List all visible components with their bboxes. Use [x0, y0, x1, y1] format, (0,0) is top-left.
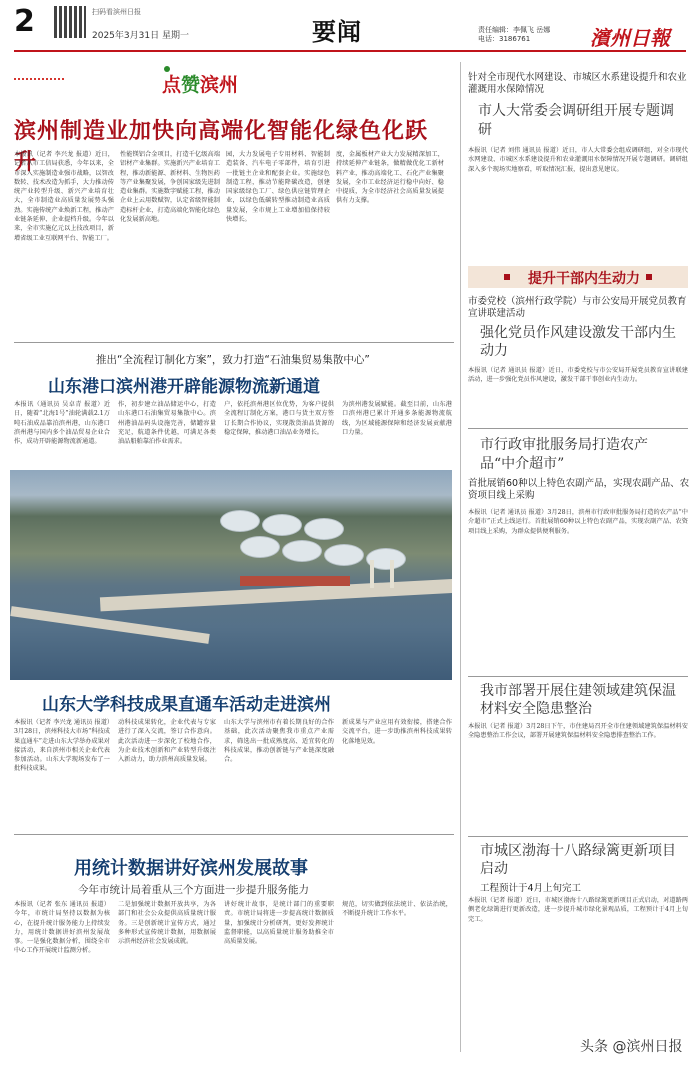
story2-col-4: 为滨州港发展赋能。截至目前，山东港口滨州港已累计开通多条能源物流航线，为区域能源保障和经济发展贡献港口力量。	[342, 401, 452, 436]
sidebar-story3-subtitle: 首批展销60种以上特色农副产品，实现农副产品、农资项目线上采购	[468, 478, 690, 501]
page-number: 2	[14, 4, 35, 39]
photo-tank	[304, 518, 344, 540]
banner-dots	[14, 78, 64, 82]
story4-col-4: 规范，切实做到依法统计、依法治统，不断提升统计工作水平。	[342, 901, 452, 918]
story2-col-3: 户，依托滨州港区位优势，为客户提供全流程订制化方案，港口与货主双方签订长期合作协议，实现散货油品货源的稳定保障，推动港口油品业务增长。	[224, 401, 334, 436]
column-separator	[460, 62, 461, 1052]
story4-headline[interactable]: 用统计数据讲好滨州发展故事	[74, 858, 308, 879]
lead-col-1: 本报讯（记者 李兴龙 报道）近日，记者从市工信局获悉，今年以来，全市深入实施制造业强市战略，以智改数转、技术改造为抓手，大力推动传统产业转型升级、新兴产业培育壮大，全市制造业高质量发展势头强劲。实施传统产业焕新工程，推动产业链条延伸、企业提档升级。今年以来，全市实施亿元以上技改项目，新增省级工业互联网平台、智能工厂。	[14, 151, 114, 242]
sidebar-story4-headline[interactable]: 我市部署开展住建领域建筑保温材料安全隐患整治	[480, 683, 676, 717]
issue-date: 2025年3月31日 星期一	[92, 31, 189, 41]
sidebar-box-title: 提升干部内生动力	[528, 271, 640, 287]
story3-col-4: 新成果与产业应用有效衔接，搭建合作交流平台，进一步助推滨州科技成果转化落地见效。	[342, 719, 452, 745]
story2-col-1: 本报讯（通讯员 吴卓青 报道）近日，随着“北海1号”油轮满载2.1万吨石油成品靠泊滨州港，山东港口滨州港与国内多个油品贸易企业合作，成功开辟能源物流新通道。	[14, 401, 110, 446]
banner-text	[162, 70, 238, 97]
editor-info	[478, 26, 550, 44]
sidebar-section-box	[468, 266, 688, 288]
story3-col-2: 动科技成果转化，企业代表与专家进行了深入交流，签订合作意向。此次活动进一步深化了校地合作，为企业技术创新和产业转型升级注入新动力，助力滨州高质量发展。	[118, 719, 216, 764]
photo-ship	[240, 576, 350, 586]
editor-line: 责任编辑：李佩飞 岳娜	[478, 26, 551, 34]
sidebar-story2-body: 本报讯（记者 通讯员 报道）近日，市委党校与市公安局开展党员教育宣讲联建活动，进一步强化党员作风建设，激发干部干事创业内生动力。	[468, 367, 688, 384]
lead-col-3: 园，大力发展电子专用材料、智能制造装备、汽车电子零部件，培育引进一批链主企业和配套企业。实施绿色制造工程，推动节能降碳改造，创建国家级绿色工厂、绿色供应链管理企业，以绿色低碳转型推动制造业高质量发展，全市规上工业增加值保持较快增长。	[226, 151, 330, 224]
section-title: 要闻	[312, 17, 362, 46]
story2-kicker: 推出“全流程订制化方案”，致力打造“石油集贸易集散中心”	[96, 354, 370, 366]
divider	[468, 836, 688, 837]
lead-headline[interactable]: 滨州制造业加快向高端化智能化绿色化跃升	[14, 118, 429, 175]
sidebar-story1-headline[interactable]: 市人大常委会调研组开展专题调研	[478, 103, 674, 138]
port-photo[interactable]	[10, 470, 452, 680]
sidebar-story5-body: 本报讯（记者 报道）近日，市城区渤海十八路绿篱更新项目正式启动，对道路两侧老化绿篱进行更新改造，进一步提升城市绿化景观品质，工程预计于4月上旬完工。	[468, 897, 688, 923]
story2-headline[interactable]: 山东港口滨州港开辟能源物流新通道	[48, 377, 320, 397]
story3-headline[interactable]: 山东大学科技成果直通车活动走进滨州	[42, 695, 331, 715]
sidebar-story2-kicker: 市委党校（滨州行政学院）与市公安局开展党员教育宣讲联建活动	[468, 296, 687, 319]
box-square-icon	[504, 274, 510, 280]
sidebar-story4-body: 本报讯（记者 报道）3月28日下午，市住建局召开全市住建领域建筑保温材料安全隐患整治工作会议，部署开展建筑保温材料安全隐患排查整治工作。	[468, 723, 688, 740]
masthead-logo: 濱州日報	[590, 26, 670, 50]
story4-col-3: 讲好统计故事，是统计部门的重要职责。市统计局将进一步提高统计数据质量，加强统计分析研判，更好发挥统计监督职能，以高质量统计服务助推全市高质量发展。	[224, 901, 334, 946]
box-square-icon	[646, 274, 652, 280]
banner-right: 滨州	[200, 74, 239, 96]
divider	[14, 342, 454, 343]
phone-line: 电话：3186761	[478, 35, 531, 43]
sidebar-story3-headline[interactable]: 市行政审批服务局打造农产品“中介超市”	[480, 437, 648, 472]
sidebar-story2-headline[interactable]: 强化党员作风建设激发干部内生动力	[480, 325, 676, 359]
header-rule	[14, 50, 686, 52]
sidebar-story3-body: 本报讯（记者 通讯员 报道）3月28日，滨州市行政审批服务局打造的农产品“中介超市”正式上线运行。首批展销60种以上特色农副产品，实现农副产品、农资项目线上采购，为群众提供便利服务。	[468, 509, 688, 535]
banner-mid: 赞	[181, 74, 201, 96]
sidebar-story5-headline[interactable]: 市城区渤海十八路绿篱更新项目启动	[480, 843, 676, 877]
photo-pier	[10, 606, 209, 644]
photo-tank	[240, 536, 280, 558]
lead-col-2: 性能镁铝合金项目，打造千亿级高端铝材产业集群。实施新兴产业培育工程，推动新能源、新材料、生物医药等产业集聚发展，争创国家级先进制造业集群。实施数字赋能工程，推动企业上云用数赋智，认定省级智能制造标杆企业，打造高端化智能化绿色化发展新高地。	[120, 151, 220, 224]
photo-tank	[324, 544, 364, 566]
photo-crane	[370, 560, 374, 588]
photo-tank	[220, 510, 260, 532]
lead-col-4: 度，金属板材产业大力发展精深加工，持续延伸产业链条，做精做优化工新材料产业，推动高端化工、石化产业集聚发展，全市工业经济运行稳中向好、稳中提质，为全市经济社会高质量发展提供有力支撑。	[336, 151, 444, 205]
qr-code-icon[interactable]	[54, 6, 86, 38]
divider	[468, 676, 688, 677]
photo-tank	[282, 540, 322, 562]
qr-caption: 扫码看滨州日报	[92, 8, 141, 16]
praise-banner	[14, 62, 352, 102]
banner-left: 点	[162, 74, 182, 96]
photo-crane	[390, 560, 394, 588]
sidebar-story1-body: 本报讯（记者 刘伟 通讯员 报道）近日，市人大常委会组成调研组，对全市现代水网建设、市城区水系建设提升和农业灌溉用水保障情况开展专题调研。调研组深入多个现场实地察看，听取情况汇报，提出意见建议。	[468, 147, 688, 173]
story4-col-1: 本报讯（记者 张东 通讯员 报道）今年，市统计局坚持以数据为核心，在提升统计服务能力上持续发力，用统计数据讲好滨州发展故事。一是强化数据分析，围绕全市中心工作开展统计监测分析。	[14, 901, 110, 955]
photo-tank	[262, 514, 302, 536]
story4-col-2: 二是加强统计数据开放共享，为各部门和社会公众提供高质量统计服务。三是创新统计宣传方式，通过多种形式宣传统计数据，用数据展示滨州经济社会发展成就。	[118, 901, 216, 946]
story2-col-2: 作，初步建立油品储运中心，打造山东港口石油集贸易集散中心。滨州港油品码头设施完善，储罐容量充足，航道条件优越，可满足各类油品船舶靠泊作业需求。	[118, 401, 216, 446]
divider	[14, 834, 454, 835]
sidebar-story5-subtitle: 工程预计于4月上旬完工	[480, 883, 582, 894]
source-watermark: 头条 @滨州日报	[576, 1034, 686, 1058]
story4-subtitle: 今年市统计局着重从三个方面进一步提升服务能力	[78, 884, 309, 896]
divider	[468, 428, 688, 429]
story3-col-3: 山东大学与滨州市有着长期良好的合作基础，此次活动聚焦我市重点产业需求，筛选出一批成熟度高、适宜转化的科技成果，推动创新链与产业链深度融合。	[224, 719, 334, 764]
sidebar-kicker: 针对全市现代水网建设、市城区水系建设提升和农业灌溉用水保障情况	[468, 72, 687, 95]
story3-col-1: 本报讯（记者 李兴龙 通讯员 报道）3月28日，滨州科技大市场“科技成果直通车”走进山东大学举办成果对接活动，来自滨州市相关企业代表参加活动。山东大学现场发布了一批科技成果。	[14, 719, 110, 773]
